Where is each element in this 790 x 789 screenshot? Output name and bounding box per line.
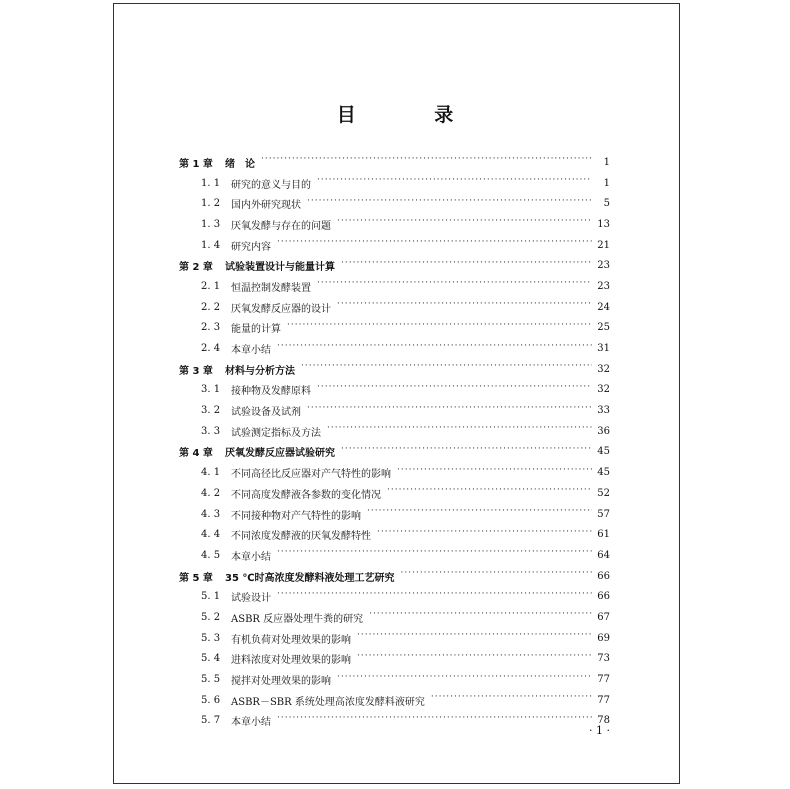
dot-leader xyxy=(317,177,592,189)
toc-entry-number: 4. 2 xyxy=(201,487,221,499)
toc-entry-page: 45 xyxy=(597,467,610,479)
toc-section-entry xyxy=(179,193,610,214)
toc-section-entry xyxy=(179,711,610,732)
toc-entry-title: 厌氧发酵与存在的问题 xyxy=(231,220,331,232)
toc-entry-title: 研究的意义与目的 xyxy=(231,179,311,191)
toc-entry-page: 52 xyxy=(597,487,610,499)
toc-section-entry xyxy=(179,462,610,483)
toc-section-entry xyxy=(179,338,610,359)
toc-entry-page: 32 xyxy=(597,363,610,375)
toc-entry-title: 不同接种物对产气特性的影响 xyxy=(231,510,361,522)
toc-entry-title: 接种物及发酵原料 xyxy=(231,386,311,398)
toc-entry-page: 73 xyxy=(597,653,610,665)
toc-entry-page: 24 xyxy=(597,301,610,313)
dot-leader xyxy=(369,611,592,623)
dot-leader xyxy=(401,570,592,582)
toc-entry-number: 2. 3 xyxy=(201,322,221,334)
toc-entry-title: 试验装置设计与能量计算 xyxy=(225,262,335,274)
toc-entry-number: 2. 2 xyxy=(201,301,221,313)
toc-entry-page: 66 xyxy=(597,591,610,603)
dot-leader xyxy=(277,715,592,727)
toc-section-entry xyxy=(179,524,610,545)
toc-entry-number: 1. 1 xyxy=(201,177,221,189)
toc-entry-page: 61 xyxy=(597,529,610,541)
dot-leader xyxy=(301,363,592,375)
dot-leader xyxy=(377,529,592,541)
toc-section-entry xyxy=(179,214,610,235)
toc-entry-page: 1 xyxy=(603,156,610,168)
toc-entry-number: 第 2 章 xyxy=(179,262,213,274)
toc-entry-number: 5. 3 xyxy=(201,632,221,644)
toc-entry-title: 本章小结 xyxy=(231,345,271,357)
dot-leader xyxy=(277,343,592,355)
dot-leader xyxy=(367,508,592,520)
toc-entry-title: 不同浓度发酵液的厌氧发酵特性 xyxy=(231,531,371,543)
table-of-contents xyxy=(179,152,610,731)
toc-entry-title: ASBR 反应器处理牛粪的研究 xyxy=(231,613,364,625)
toc-section-entry xyxy=(179,545,610,566)
toc-entry-number: 第 4 章 xyxy=(179,448,213,460)
toc-entry-page: 31 xyxy=(597,343,610,355)
toc-section-entry xyxy=(179,649,610,670)
toc-entry-page: 13 xyxy=(597,218,610,230)
toc-entry-title: 研究内容 xyxy=(231,241,271,253)
toc-entry-page: 23 xyxy=(597,260,610,272)
toc-section-entry xyxy=(179,669,610,690)
toc-entry-page: 33 xyxy=(597,405,610,417)
toc-section-entry xyxy=(179,318,610,339)
toc-entry-page: 23 xyxy=(597,280,610,292)
toc-entry-page: 1 xyxy=(603,177,610,189)
toc-section-entry xyxy=(179,297,610,318)
toc-chapter-entry xyxy=(179,152,610,173)
dot-leader xyxy=(357,653,592,665)
toc-entry-number: 5. 1 xyxy=(201,591,221,603)
toc-entry-number: 5. 7 xyxy=(201,715,221,727)
toc-entry-number: 1. 3 xyxy=(201,218,221,230)
toc-entry-page: 77 xyxy=(597,694,610,706)
dot-leader xyxy=(317,280,592,292)
dot-leader xyxy=(277,549,592,561)
toc-section-entry xyxy=(179,235,610,256)
toc-entry-title: 厌氧发酵反应器的设计 xyxy=(231,303,331,315)
toc-entry-title: 试验设备及试剂 xyxy=(231,407,301,419)
dot-leader xyxy=(337,218,592,230)
toc-entry-page: 57 xyxy=(597,508,610,520)
toc-entry-number: 2. 4 xyxy=(201,343,221,355)
toc-section-entry xyxy=(179,607,610,628)
toc-section-entry xyxy=(179,400,610,421)
toc-entry-page: 77 xyxy=(597,674,610,686)
toc-entry-number: 3. 2 xyxy=(201,405,221,417)
toc-entry-page: 69 xyxy=(597,632,610,644)
toc-section-entry xyxy=(179,628,610,649)
toc-entry-title: ASBR－SBR 系统处理高浓度发酵料液研究 xyxy=(231,696,425,708)
dot-leader xyxy=(261,156,592,168)
toc-entry-number: 3. 3 xyxy=(201,425,221,437)
toc-section-entry xyxy=(179,421,610,442)
toc-entry-number: 1. 4 xyxy=(201,239,221,251)
toc-chapter-entry xyxy=(179,442,610,463)
toc-entry-title: 不同高度发酵液各参数的变化情况 xyxy=(231,489,381,501)
toc-entry-title: 国内外研究现状 xyxy=(231,200,301,212)
toc-entry-title: 试验设计 xyxy=(231,593,271,605)
dot-leader xyxy=(287,322,592,334)
toc-entry-number: 1. 2 xyxy=(201,198,221,210)
toc-section-entry xyxy=(179,504,610,525)
dot-leader xyxy=(337,301,592,313)
toc-chapter-entry xyxy=(179,359,610,380)
toc-entry-page: 25 xyxy=(597,322,610,334)
page-number: · 1 · xyxy=(589,724,610,737)
toc-entry-title: 搅拌对处理效果的影响 xyxy=(231,676,331,688)
toc-entry-number: 3. 1 xyxy=(201,384,221,396)
toc-entry-number: 第 1 章 xyxy=(179,158,213,170)
toc-chapter-entry xyxy=(179,566,610,587)
toc-entry-number: 2. 1 xyxy=(201,280,221,292)
toc-entry-title: 绪 论 xyxy=(225,158,255,170)
dot-leader xyxy=(357,632,592,644)
toc-chapter-entry xyxy=(179,255,610,276)
dot-leader xyxy=(277,591,592,603)
dot-leader xyxy=(337,674,592,686)
dot-leader xyxy=(387,487,592,499)
toc-entry-number: 第 5 章 xyxy=(179,572,213,584)
toc-section-entry xyxy=(179,483,610,504)
toc-entry-title: 材料与分析方法 xyxy=(225,365,295,377)
toc-entry-title: 厌氧发酵反应器试验研究 xyxy=(225,448,335,460)
toc-entry-page: 5 xyxy=(603,198,610,210)
toc-entry-page: 67 xyxy=(597,611,610,623)
toc-entry-number: 5. 4 xyxy=(201,653,221,665)
toc-section-entry xyxy=(179,380,610,401)
dot-leader xyxy=(327,425,592,437)
toc-entry-page: 45 xyxy=(597,446,610,458)
toc-entry-page: 32 xyxy=(597,384,610,396)
toc-entry-page: 36 xyxy=(597,425,610,437)
toc-entry-title: 本章小结 xyxy=(231,551,271,563)
toc-entry-number: 4. 4 xyxy=(201,529,221,541)
toc-entry-number: 5. 5 xyxy=(201,674,221,686)
toc-entry-number: 4. 5 xyxy=(201,549,221,561)
toc-section-entry xyxy=(179,690,610,711)
page-title: 目 录 xyxy=(336,104,490,126)
toc-entry-title: 进料浓度对处理效果的影响 xyxy=(231,655,351,667)
toc-entry-number: 4. 3 xyxy=(201,508,221,520)
dot-leader xyxy=(341,446,592,458)
dot-leader xyxy=(307,198,592,210)
toc-entry-number: 第 3 章 xyxy=(179,365,213,377)
dot-leader xyxy=(341,260,592,272)
toc-entry-title: 本章小结 xyxy=(231,717,271,729)
dot-leader xyxy=(277,239,592,251)
dot-leader xyxy=(307,405,592,417)
dot-leader xyxy=(317,384,592,396)
dot-leader xyxy=(397,467,592,479)
toc-entry-page: 21 xyxy=(597,239,610,251)
toc-entry-title: 有机负荷对处理效果的影响 xyxy=(231,634,351,646)
dot-leader xyxy=(431,694,592,706)
toc-entry-title: 能量的计算 xyxy=(231,324,281,336)
toc-entry-page: 66 xyxy=(597,570,610,582)
toc-entry-number: 5. 2 xyxy=(201,611,221,623)
toc-entry-title: 35 ℃时高浓度发酵料液处理工艺研究 xyxy=(225,572,395,584)
toc-entry-title: 不同高径比反应器对产气特性的影响 xyxy=(231,469,391,481)
toc-section-entry xyxy=(179,276,610,297)
toc-entry-number: 4. 1 xyxy=(201,467,221,479)
toc-entry-page: 64 xyxy=(597,549,610,561)
toc-section-entry xyxy=(179,586,610,607)
toc-entry-number: 5. 6 xyxy=(201,694,221,706)
toc-section-entry xyxy=(179,173,610,194)
toc-entry-title: 试验测定指标及方法 xyxy=(231,427,321,439)
toc-entry-title: 恒温控制发酵装置 xyxy=(231,282,311,294)
toc-entry-page: 78 xyxy=(597,715,610,727)
